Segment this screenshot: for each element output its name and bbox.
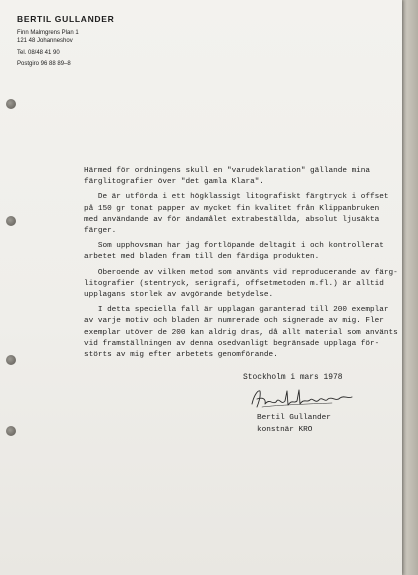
letterhead-address-line1: Finn Malmgrens Plan 1 — [17, 30, 79, 36]
body-line: färglitografier över "det gamla Klara". — [84, 178, 264, 187]
body-line: Oberoende av vilken metod som använts vid reproducerande av färg- — [84, 268, 398, 277]
body-line: I detta speciella fall är upplagan garanterad till 200 exemplar — [84, 306, 389, 315]
body-line: av varje motiv och bladen är numrerade och signerade av mig. Fler — [84, 317, 384, 326]
punch-hole — [6, 426, 16, 436]
letter-date: Stockholm i mars 1978 — [243, 373, 343, 382]
body-line: störts av mig efter arbetets genomförande. — [84, 351, 278, 360]
signature-mark — [248, 387, 358, 413]
body-line: på 150 gr tonat papper av mycket fin kvalitet från Klippanbruken — [84, 204, 380, 213]
letterhead — [17, 14, 114, 68]
body-line: litografier (stentryck, serigrafi, offsetmetoden m.fl.) är alltid — [84, 279, 384, 288]
punch-hole — [6, 355, 16, 365]
letterhead-address-line2: 121 48 Johanneshov — [17, 38, 73, 45]
letterhead-name: BERTIL GULLANDER — [17, 14, 115, 24]
body-line: De är utförda i ett högklassigt litografiskt färgtryck i offset — [84, 193, 389, 202]
body-line: Som upphovsman har jag fortlöpande deltagit i och kontrollerat — [84, 242, 384, 251]
letter-body — [84, 166, 398, 361]
signer-name: Bertil Gullander — [257, 414, 331, 422]
body-line: med användande av för ändamålet extrabeställda, absolut ljusäkta — [84, 215, 380, 224]
body-line: arbetet med bladen fram till den färdiga produkten. — [84, 253, 320, 262]
body-line: exemplar utöver de 200 kan aldrig dras, då allt material som använts — [84, 328, 398, 337]
letterhead-postgiro: Postgiro 96 88 89–8 — [17, 60, 71, 67]
signature-block — [257, 412, 331, 436]
body-line: vid framställningen av denna osedvanligt begränsade upplaga för- — [84, 339, 380, 348]
body-line: Härmed för ordningens skull en "varudeklaration" gällande mina — [84, 167, 371, 175]
letterhead-phone: Tel. 08/48 41 90 — [17, 49, 60, 56]
background-surface — [400, 0, 418, 575]
punch-hole — [6, 99, 16, 109]
punch-hole — [6, 216, 16, 226]
body-line: färger. — [84, 227, 117, 236]
body-line: upplagans storlek av avgörande betydelse. — [84, 291, 274, 300]
signer-title: konstnär KRO — [257, 426, 313, 434]
